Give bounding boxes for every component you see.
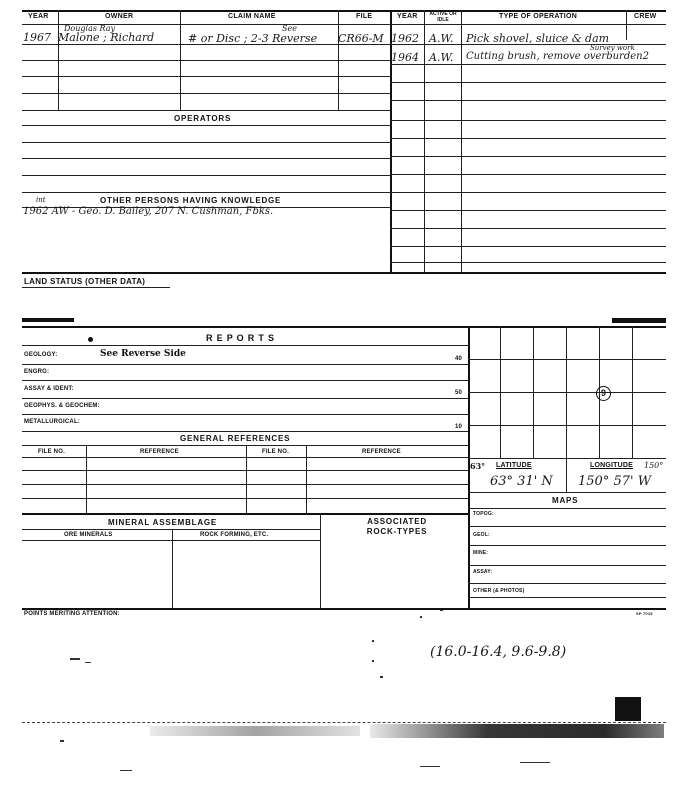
metallurgical-num: 10 (455, 424, 463, 430)
scan-band (22, 318, 74, 322)
maps-mine: MINE: (473, 550, 489, 556)
header-claim-name: CLAIM NAME (228, 13, 276, 20)
row1-claim-name: # or Disc ; 2-3 Reverse (188, 32, 318, 45)
assay-label: ASSAY & IDENT: (24, 386, 74, 392)
mineral-assemblage-title: MINERAL ASSEMBLAGE (108, 518, 218, 527)
geology-value: See Reverse Side (100, 349, 186, 359)
header-type-of-operation: TYPE OF OPERATION (499, 13, 578, 20)
header-owner: OWNER (105, 13, 134, 20)
maps-other: OTHER (& PHOTOS) (473, 588, 525, 594)
geophys-label: GEOPHYS. & GEOCHEM: (24, 403, 100, 409)
maps-assay: ASSAY: (473, 569, 493, 575)
geology-num: 40 (455, 356, 463, 362)
form-number: SP 7015 (636, 611, 653, 616)
op2-extra-note: Survey work (590, 44, 635, 52)
latitude-label: LATITUDE (496, 462, 532, 469)
owner-first-names: Douglas Ray (64, 24, 115, 33)
maps-topog: TOPOG: (473, 511, 494, 517)
op1-status: A.W. (429, 32, 454, 45)
longitude-value: 150° 57' W (578, 474, 652, 489)
op1-type: Pick shovel, sluice & dam (466, 32, 610, 45)
header-year: YEAR (28, 13, 49, 20)
ore-minerals-header: ORE MINERALS (64, 532, 113, 538)
header-active-or-idle: ACTIVE OR IDLE (429, 11, 457, 23)
ref-header-reference-1: REFERENCE (140, 449, 179, 455)
assay-num: 50 (455, 390, 463, 396)
latitude-value: 63° 31' N (490, 474, 553, 489)
other-persons-note: int (36, 196, 46, 204)
operators-title: OPERATORS (174, 114, 232, 123)
engrg-label: ENGRG: (24, 369, 50, 375)
row1-owner: Malone ; Richard (58, 31, 155, 44)
points-meriting-attention: POINTS MERITING ATTENTION: (24, 611, 120, 617)
reports-title: R E P O R T S (206, 333, 275, 343)
coordinates-note: (16.0-16.4, 9.6-9.8) (430, 644, 567, 660)
op2-status: A.W. (429, 51, 454, 64)
op1-year: 1962 (391, 32, 419, 45)
metallurgical-label: METALLURGICAL: (24, 419, 81, 425)
ref-header-file-no-1: FILE NO. (38, 449, 65, 455)
lat-prefix: 63° (470, 461, 486, 471)
maps-title: MAPS (552, 496, 579, 505)
op2-type: Cutting brush, remove overburden2 (466, 51, 649, 62)
ref-header-reference-2: REFERENCE (362, 449, 401, 455)
rock-forming-header: ROCK FORMING, ETC. (200, 532, 269, 538)
other-persons-entry: 1962 AW - Geo. D. Bailey, 207 N. Cushman, Fbks. (23, 206, 274, 217)
longitude-label: LONGITUDE (590, 462, 634, 469)
row1-file: CR66-M (338, 32, 384, 45)
other-persons-title: OTHER PERSONS HAVING KNOWLEDGE (100, 196, 282, 205)
associated-rock-types: ASSOCIATED ROCK-TYPES (366, 517, 428, 536)
claim-see-note: See (282, 24, 297, 33)
maps-geol: GEOL: (473, 532, 490, 538)
general-references-title: GENERAL REFERENCES (180, 434, 291, 443)
lon-suffix: 150° (644, 461, 664, 470)
header-crew: CREW (634, 13, 657, 20)
header-year-ops: YEAR (397, 13, 418, 20)
grid-mark-circle: 9 (596, 386, 611, 401)
geology-label: GEOLOGY: (24, 352, 58, 358)
op2-year: 1964 (391, 51, 419, 64)
row1-year: 1967 (23, 31, 51, 44)
land-status-label: LAND STATUS (OTHER DATA) (24, 277, 146, 286)
ref-header-file-no-2: FILE NO. (262, 449, 289, 455)
header-file: FILE (356, 13, 373, 20)
